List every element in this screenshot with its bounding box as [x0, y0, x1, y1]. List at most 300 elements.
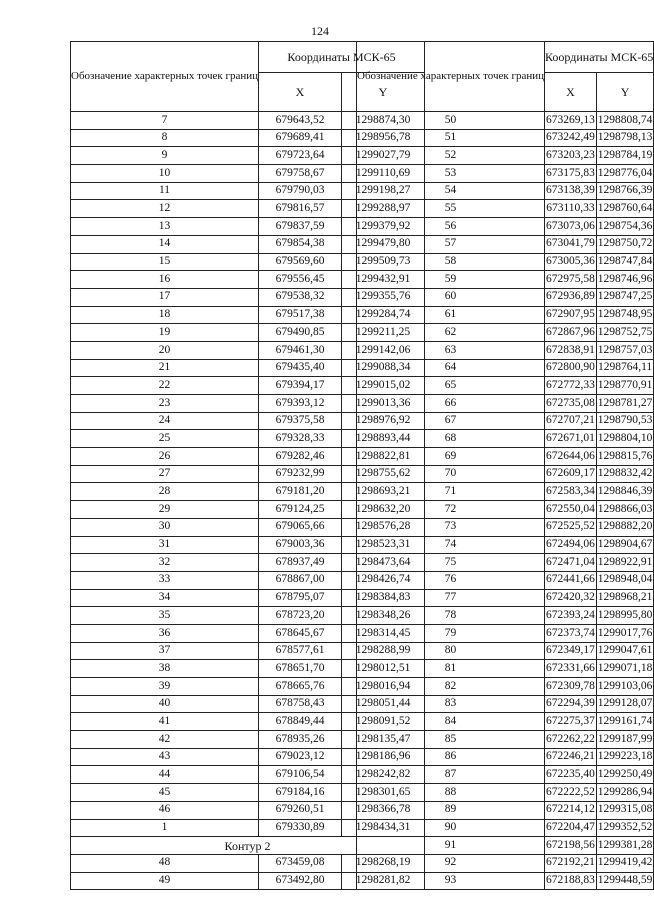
x-cell: 679854,38 — [259, 235, 342, 253]
point-cell: 17 — [71, 288, 259, 306]
x-cell: 678651,70 — [259, 660, 342, 678]
y-cell: 1299448,59 — [596, 872, 653, 890]
point-cell: 79 — [357, 624, 545, 642]
point-cell: 33 — [71, 571, 259, 589]
y-cell: 1298747,84 — [596, 253, 653, 271]
table-row — [357, 448, 654, 466]
x-cell: 679517,38 — [259, 306, 342, 324]
table-row — [357, 695, 654, 713]
y-cell: 1299017,76 — [596, 624, 653, 642]
point-cell: 74 — [357, 536, 545, 554]
point-cell: 36 — [71, 624, 259, 642]
x-cell: 678935,26 — [259, 731, 342, 749]
table-row — [357, 678, 654, 696]
point-cell: 91 — [357, 837, 545, 855]
x-cell: 672198,56 — [545, 837, 597, 855]
table-row — [357, 784, 654, 802]
point-cell: 41 — [71, 713, 259, 731]
point-cell: 80 — [357, 642, 545, 660]
x-cell: 672494,06 — [545, 536, 597, 554]
x-cell: 672772,33 — [545, 377, 597, 395]
table-row — [357, 288, 654, 306]
y-cell: 1298091,52 — [342, 713, 425, 731]
y-cell: 1298815,76 — [596, 448, 653, 466]
x-cell: 679106,54 — [259, 766, 342, 784]
point-cell: 37 — [71, 642, 259, 660]
x-cell: 672222,52 — [545, 784, 597, 802]
point-cell: 24 — [71, 412, 259, 430]
y-cell: 1298434,31 — [342, 819, 425, 837]
header-x: X — [259, 73, 342, 112]
point-cell: 20 — [71, 341, 259, 359]
point-cell: 43 — [71, 748, 259, 766]
x-cell: 672936,89 — [545, 288, 597, 306]
y-cell: 1298766,39 — [596, 182, 653, 200]
table-row — [357, 854, 654, 872]
point-cell: 77 — [357, 589, 545, 607]
point-cell: 21 — [71, 359, 259, 377]
contour-label: Контур 2 — [71, 837, 425, 855]
point-cell: 12 — [71, 200, 259, 218]
point-cell: 72 — [357, 501, 545, 519]
point-cell: 39 — [71, 678, 259, 696]
point-cell: 16 — [71, 271, 259, 289]
x-cell: 672735,08 — [545, 395, 597, 413]
point-cell: 56 — [357, 218, 545, 236]
y-cell: 1299479,80 — [342, 235, 425, 253]
y-cell: 1298523,31 — [342, 536, 425, 554]
point-cell: 59 — [357, 271, 545, 289]
point-cell: 86 — [357, 748, 545, 766]
header-x: X — [545, 73, 597, 112]
point-cell: 60 — [357, 288, 545, 306]
table-row — [357, 112, 654, 130]
x-cell: 679643,52 — [259, 112, 342, 130]
point-cell: 42 — [71, 731, 259, 749]
y-cell: 1299161,74 — [596, 713, 653, 731]
y-cell: 1298752,75 — [596, 324, 653, 342]
y-cell: 1299284,74 — [342, 306, 425, 324]
x-cell: 679124,25 — [259, 501, 342, 519]
point-cell: 70 — [357, 465, 545, 483]
point-cell: 31 — [71, 536, 259, 554]
x-cell: 679282,46 — [259, 448, 342, 466]
y-cell: 1299187,99 — [596, 731, 653, 749]
x-cell: 678723,20 — [259, 607, 342, 625]
table-row — [357, 571, 654, 589]
y-cell: 1298956,78 — [342, 129, 425, 147]
y-cell: 1298632,20 — [342, 501, 425, 519]
x-cell: 672583,34 — [545, 483, 597, 501]
table-row — [357, 819, 654, 837]
x-cell: 678577,61 — [259, 642, 342, 660]
y-cell: 1298748,95 — [596, 306, 653, 324]
y-cell: 1298770,91 — [596, 377, 653, 395]
x-cell: 672246,21 — [545, 748, 597, 766]
point-cell: 53 — [357, 165, 545, 183]
point-cell: 69 — [357, 448, 545, 466]
x-cell: 679689,41 — [259, 129, 342, 147]
header-coords-label: Координаты МСК-65 — [259, 42, 425, 73]
point-cell: 1 — [71, 819, 259, 837]
point-cell: 30 — [71, 518, 259, 536]
x-cell: 673269,13 — [545, 112, 597, 130]
page-number: 124 — [311, 24, 329, 38]
y-cell: 1299110,69 — [342, 165, 425, 183]
x-cell: 673138,39 — [545, 182, 597, 200]
y-cell: 1298832,42 — [596, 465, 653, 483]
y-cell: 1299381,28 — [596, 837, 653, 855]
table-row — [357, 129, 654, 147]
y-cell: 1298473,64 — [342, 554, 425, 572]
point-cell: 81 — [357, 660, 545, 678]
x-cell: 679003,36 — [259, 536, 342, 554]
y-cell: 1298757,03 — [596, 341, 653, 359]
x-cell: 673175,83 — [545, 165, 597, 183]
x-cell: 672644,06 — [545, 448, 597, 466]
x-cell: 673005,36 — [545, 253, 597, 271]
point-cell: 52 — [357, 147, 545, 165]
point-cell: 7 — [71, 112, 259, 130]
point-cell: 28 — [71, 483, 259, 501]
x-cell: 673492,80 — [259, 872, 342, 890]
y-cell: 1299250,49 — [596, 766, 653, 784]
point-cell: 93 — [357, 872, 545, 890]
table-row — [357, 235, 654, 253]
x-cell: 672420,32 — [545, 589, 597, 607]
x-cell: 672214,12 — [545, 801, 597, 819]
y-cell: 1299315,08 — [596, 801, 653, 819]
point-cell: 61 — [357, 306, 545, 324]
y-cell: 1298051,44 — [342, 695, 425, 713]
table-row — [357, 501, 654, 519]
point-cell: 13 — [71, 218, 259, 236]
y-cell: 1298426,74 — [342, 571, 425, 589]
y-cell: 1298576,28 — [342, 518, 425, 536]
header-y: Y — [342, 73, 425, 112]
y-cell: 1298693,21 — [342, 483, 425, 501]
x-cell: 672471,04 — [545, 554, 597, 572]
y-cell: 1299355,76 — [342, 288, 425, 306]
coordinates-table-right — [356, 41, 654, 890]
y-cell: 1298904,67 — [596, 536, 653, 554]
point-cell: 62 — [357, 324, 545, 342]
point-cell: 88 — [357, 784, 545, 802]
y-cell: 1298948,04 — [596, 571, 653, 589]
y-cell: 1298781,27 — [596, 395, 653, 413]
table-row — [357, 271, 654, 289]
y-cell: 1298755,62 — [342, 465, 425, 483]
y-cell: 1298012,51 — [342, 660, 425, 678]
y-cell: 1299047,61 — [596, 642, 653, 660]
y-cell: 1299103,06 — [596, 678, 653, 696]
table-row — [357, 607, 654, 625]
x-cell: 679375,58 — [259, 412, 342, 430]
x-cell: 673203,23 — [545, 147, 597, 165]
x-cell: 672975,58 — [545, 271, 597, 289]
x-cell: 672550,04 — [545, 501, 597, 519]
point-cell: 35 — [71, 607, 259, 625]
y-cell: 1299352,52 — [596, 819, 653, 837]
x-cell: 672275,37 — [545, 713, 597, 731]
x-cell: 672294,39 — [545, 695, 597, 713]
x-cell: 679232,99 — [259, 465, 342, 483]
point-cell: 63 — [357, 341, 545, 359]
x-cell: 679461,30 — [259, 341, 342, 359]
y-cell: 1298281,82 — [342, 872, 425, 890]
x-cell: 679435,40 — [259, 359, 342, 377]
x-cell: 679394,17 — [259, 377, 342, 395]
table-row — [357, 359, 654, 377]
point-cell: 48 — [71, 854, 259, 872]
y-cell: 1298922,91 — [596, 554, 653, 572]
x-cell: 672525,52 — [545, 518, 597, 536]
y-cell: 1298776,04 — [596, 165, 653, 183]
header-coords-label: Координаты МСК-65 — [545, 42, 654, 73]
x-cell: 679538,32 — [259, 288, 342, 306]
x-cell: 672309,78 — [545, 678, 597, 696]
x-cell: 672907,95 — [545, 306, 597, 324]
y-cell: 1298268,19 — [342, 854, 425, 872]
table-body-right — [357, 112, 654, 890]
table-row — [357, 766, 654, 784]
x-cell: 678937,49 — [259, 554, 342, 572]
point-cell: 68 — [357, 430, 545, 448]
point-cell: 55 — [357, 200, 545, 218]
point-cell: 71 — [357, 483, 545, 501]
point-cell: 27 — [71, 465, 259, 483]
x-cell: 673110,33 — [545, 200, 597, 218]
y-cell: 1298746,96 — [596, 271, 653, 289]
point-cell: 54 — [357, 182, 545, 200]
x-cell: 672867,96 — [545, 324, 597, 342]
point-cell: 14 — [71, 235, 259, 253]
y-cell: 1298366,78 — [342, 801, 425, 819]
point-cell: 67 — [357, 412, 545, 430]
table-row — [357, 801, 654, 819]
y-cell: 1299088,34 — [342, 359, 425, 377]
point-cell: 90 — [357, 819, 545, 837]
x-cell: 679260,51 — [259, 801, 342, 819]
point-cell: 11 — [71, 182, 259, 200]
x-cell: 673073,06 — [545, 218, 597, 236]
point-cell: 58 — [357, 253, 545, 271]
y-cell: 1299027,79 — [342, 147, 425, 165]
table-row — [357, 147, 654, 165]
x-cell: 678867,00 — [259, 571, 342, 589]
header-y: Y — [596, 73, 653, 112]
table-row — [357, 536, 654, 554]
x-cell: 678849,44 — [259, 713, 342, 731]
point-cell: 18 — [71, 306, 259, 324]
point-cell: 51 — [357, 129, 545, 147]
table-row — [357, 872, 654, 890]
table-row — [357, 341, 654, 359]
table-row — [357, 324, 654, 342]
y-cell: 1299071,18 — [596, 660, 653, 678]
y-cell: 1298882,20 — [596, 518, 653, 536]
y-cell: 1298301,65 — [342, 784, 425, 802]
y-cell: 1298750,72 — [596, 235, 653, 253]
y-cell: 1299142,06 — [342, 341, 425, 359]
y-cell: 1299128,07 — [596, 695, 653, 713]
point-cell: 84 — [357, 713, 545, 731]
point-cell: 65 — [357, 377, 545, 395]
point-cell: 78 — [357, 607, 545, 625]
x-cell: 678795,07 — [259, 589, 342, 607]
y-cell: 1298976,92 — [342, 412, 425, 430]
x-cell: 678645,67 — [259, 624, 342, 642]
table-row — [357, 518, 654, 536]
x-cell: 679023,12 — [259, 748, 342, 766]
point-cell: 50 — [357, 112, 545, 130]
table-row — [357, 465, 654, 483]
y-cell: 1298808,74 — [596, 112, 653, 130]
y-cell: 1298968,21 — [596, 589, 653, 607]
y-cell: 1298242,82 — [342, 766, 425, 784]
table-row — [357, 253, 654, 271]
table-row — [357, 554, 654, 572]
x-cell: 672441,66 — [545, 571, 597, 589]
x-cell: 679065,66 — [259, 518, 342, 536]
y-cell: 1299015,02 — [342, 377, 425, 395]
x-cell: 673242,49 — [545, 129, 597, 147]
table-row — [357, 412, 654, 430]
x-cell: 672609,17 — [545, 465, 597, 483]
y-cell: 1299013,36 — [342, 395, 425, 413]
x-cell: 679184,16 — [259, 784, 342, 802]
table-row — [357, 589, 654, 607]
table-row — [357, 218, 654, 236]
table-row — [357, 306, 654, 324]
table-row — [357, 624, 654, 642]
x-cell: 678665,76 — [259, 678, 342, 696]
y-cell: 1298822,81 — [342, 448, 425, 466]
x-cell: 679790,03 — [259, 182, 342, 200]
point-cell: 45 — [71, 784, 259, 802]
y-cell: 1299432,91 — [342, 271, 425, 289]
x-cell: 679837,59 — [259, 218, 342, 236]
point-cell: 10 — [71, 165, 259, 183]
x-cell: 679328,33 — [259, 430, 342, 448]
y-cell: 1298754,36 — [596, 218, 653, 236]
table-row — [357, 731, 654, 749]
x-cell: 679181,20 — [259, 483, 342, 501]
point-cell: 26 — [71, 448, 259, 466]
point-cell: 40 — [71, 695, 259, 713]
y-cell: 1298798,13 — [596, 129, 653, 147]
y-cell: 1298846,39 — [596, 483, 653, 501]
point-cell: 44 — [71, 766, 259, 784]
y-cell: 1298866,03 — [596, 501, 653, 519]
x-cell: 672349,17 — [545, 642, 597, 660]
y-cell: 1299211,25 — [342, 324, 425, 342]
point-cell: 49 — [71, 872, 259, 890]
x-cell: 679556,45 — [259, 271, 342, 289]
x-cell: 679490,85 — [259, 324, 342, 342]
y-cell: 1299198,27 — [342, 182, 425, 200]
x-cell: 679816,57 — [259, 200, 342, 218]
x-cell: 678758,43 — [259, 695, 342, 713]
table-row — [357, 165, 654, 183]
y-cell: 1299286,94 — [596, 784, 653, 802]
y-cell: 1298314,45 — [342, 624, 425, 642]
point-cell: 22 — [71, 377, 259, 395]
x-cell: 679393,12 — [259, 395, 342, 413]
point-cell: 32 — [71, 554, 259, 572]
point-cell: 19 — [71, 324, 259, 342]
y-cell: 1298764,11 — [596, 359, 653, 377]
x-cell: 672262,22 — [545, 731, 597, 749]
point-cell: 23 — [71, 395, 259, 413]
y-cell: 1299223,18 — [596, 748, 653, 766]
point-cell: 85 — [357, 731, 545, 749]
point-cell: 29 — [71, 501, 259, 519]
x-cell: 672235,40 — [545, 766, 597, 784]
table-row — [357, 377, 654, 395]
y-cell: 1298747,25 — [596, 288, 653, 306]
point-cell: 82 — [357, 678, 545, 696]
point-cell: 75 — [357, 554, 545, 572]
table-row — [357, 182, 654, 200]
x-cell: 672800,90 — [545, 359, 597, 377]
y-cell: 1298790,53 — [596, 412, 653, 430]
x-cell: 673041,79 — [545, 235, 597, 253]
y-cell: 1298874,30 — [342, 112, 425, 130]
x-cell: 672707,21 — [545, 412, 597, 430]
y-cell: 1298384,83 — [342, 589, 425, 607]
point-cell: 76 — [357, 571, 545, 589]
y-cell: 1298893,44 — [342, 430, 425, 448]
point-cell: 9 — [71, 147, 259, 165]
y-cell: 1298135,47 — [342, 731, 425, 749]
y-cell: 1298288,99 — [342, 642, 425, 660]
point-cell: 15 — [71, 253, 259, 271]
x-cell: 672192,21 — [545, 854, 597, 872]
y-cell: 1298016,94 — [342, 678, 425, 696]
y-cell: 1298995,80 — [596, 607, 653, 625]
point-cell: 73 — [357, 518, 545, 536]
y-cell: 1299288,97 — [342, 200, 425, 218]
x-cell: 679723,64 — [259, 147, 342, 165]
point-cell: 87 — [357, 766, 545, 784]
y-cell: 1299419,42 — [596, 854, 653, 872]
point-cell: 89 — [357, 801, 545, 819]
y-cell: 1298348,26 — [342, 607, 425, 625]
x-cell: 672671,01 — [545, 430, 597, 448]
header-point-label: Обозначение характерных точек границ — [71, 42, 259, 112]
table-row — [357, 837, 654, 855]
x-cell: 672373,74 — [545, 624, 597, 642]
x-cell: 672393,24 — [545, 607, 597, 625]
point-cell: 83 — [357, 695, 545, 713]
table-row — [357, 748, 654, 766]
y-cell: 1298760,64 — [596, 200, 653, 218]
point-cell: 64 — [357, 359, 545, 377]
y-cell: 1299379,92 — [342, 218, 425, 236]
x-cell: 673459,08 — [259, 854, 342, 872]
table-row — [357, 200, 654, 218]
y-cell: 1298784,19 — [596, 147, 653, 165]
point-cell: 8 — [71, 129, 259, 147]
point-cell: 38 — [71, 660, 259, 678]
point-cell: 46 — [71, 801, 259, 819]
x-cell: 672331,66 — [545, 660, 597, 678]
table-row — [357, 642, 654, 660]
point-cell: 66 — [357, 395, 545, 413]
x-cell: 672204,47 — [545, 819, 597, 837]
y-cell: 1299509,73 — [342, 253, 425, 271]
